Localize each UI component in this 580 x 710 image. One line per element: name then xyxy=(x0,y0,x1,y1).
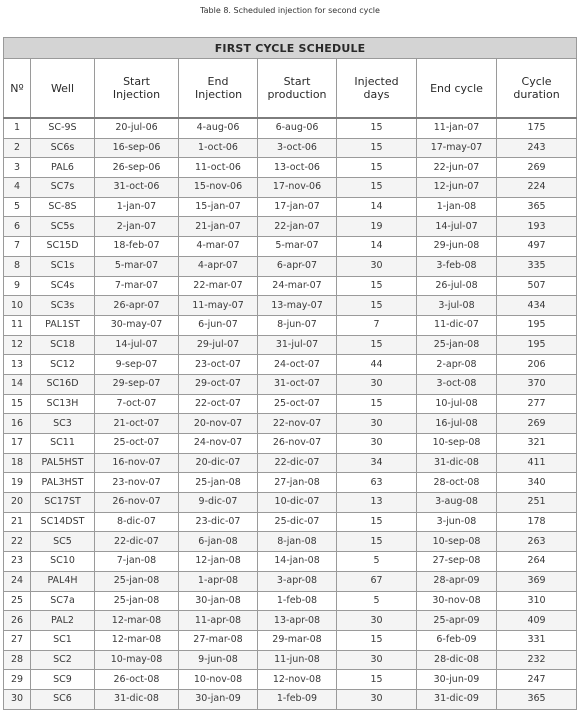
table-cell: 30 xyxy=(337,256,417,276)
table-cell: 7-mar-07 xyxy=(95,276,179,296)
table-row xyxy=(4,571,577,591)
table-cell: SC7s xyxy=(31,178,95,198)
table-row xyxy=(4,512,577,532)
table-cell: 18-feb-07 xyxy=(95,237,179,257)
table-cell: 28-dic-08 xyxy=(417,650,497,670)
table-cell: 27-mar-08 xyxy=(179,630,258,650)
table-cell: 24-nov-07 xyxy=(179,434,258,454)
table-cell: 26-nov-07 xyxy=(95,493,179,513)
table-cell: SC5s xyxy=(31,217,95,237)
table-cell: 26 xyxy=(4,611,31,631)
table-cell: 3-aug-08 xyxy=(417,493,497,513)
table-cell: 30 xyxy=(337,414,417,434)
table-cell: 8-jun-07 xyxy=(258,315,337,335)
column-header: Well xyxy=(31,59,95,119)
table-cell: 22-jun-07 xyxy=(417,158,497,178)
table-cell: PAL3HST xyxy=(31,473,95,493)
table-row xyxy=(4,611,577,631)
table-cell: 263 xyxy=(497,532,577,552)
table-cell: 23-dic-07 xyxy=(179,512,258,532)
table-cell: 14 xyxy=(4,374,31,394)
table-cell: 193 xyxy=(497,217,577,237)
table-cell: 12-mar-08 xyxy=(95,630,179,650)
table-cell: 12-jun-07 xyxy=(417,178,497,198)
table-cell: 25-jan-08 xyxy=(417,335,497,355)
table-cell: 3-feb-08 xyxy=(417,256,497,276)
table-cell: SC17ST xyxy=(31,493,95,513)
table-row xyxy=(4,335,577,355)
table-cell: 29-mar-08 xyxy=(258,630,337,650)
table-cell: SC12 xyxy=(31,355,95,375)
table-cell: 15-jan-07 xyxy=(179,197,258,217)
table-row xyxy=(4,158,577,178)
table-row xyxy=(4,650,577,670)
table-cell: SC7a xyxy=(31,591,95,611)
table-cell: 4-mar-07 xyxy=(179,237,258,257)
table-cell: 365 xyxy=(497,689,577,709)
table-row xyxy=(4,552,577,572)
column-header: Nº xyxy=(4,59,31,119)
table-cell: 30 xyxy=(337,611,417,631)
table-cell: 310 xyxy=(497,591,577,611)
table-cell: 27-sep-08 xyxy=(417,552,497,572)
table-cell: 30-jan-09 xyxy=(179,689,258,709)
table-row xyxy=(4,591,577,611)
table-cell: 7-jan-08 xyxy=(95,552,179,572)
table-cell: SC5 xyxy=(31,532,95,552)
table-cell: 30-may-07 xyxy=(95,315,179,335)
table-cell: 11-oct-06 xyxy=(179,158,258,178)
table-cell: 16-sep-06 xyxy=(95,138,179,158)
table-cell: 15 xyxy=(337,512,417,532)
table-cell: 67 xyxy=(337,571,417,591)
table-cell: 11-apr-08 xyxy=(179,611,258,631)
table-row xyxy=(4,689,577,709)
schedule-table-container xyxy=(3,37,576,710)
table-cell: 15 xyxy=(337,138,417,158)
table-cell: 31-dic-08 xyxy=(417,453,497,473)
table-cell: SC14DST xyxy=(31,512,95,532)
table-row xyxy=(4,256,577,276)
table-cell: 5-mar-07 xyxy=(95,256,179,276)
table-cell: 247 xyxy=(497,670,577,690)
table-cell: 6-feb-09 xyxy=(417,630,497,650)
table-cell: 8-dic-07 xyxy=(95,512,179,532)
table-cell: SC15D xyxy=(31,237,95,257)
table-cell: 20-nov-07 xyxy=(179,414,258,434)
table-cell: 10-sep-08 xyxy=(417,434,497,454)
table-cell: 15 xyxy=(337,276,417,296)
table-cell: 24-mar-07 xyxy=(258,276,337,296)
table-cell: 9-jun-08 xyxy=(179,650,258,670)
table-cell: 6-jun-07 xyxy=(179,315,258,335)
table-cell: 507 xyxy=(497,276,577,296)
table-cell: 22-nov-07 xyxy=(258,414,337,434)
table-cell: SC4s xyxy=(31,276,95,296)
table-cell: 27-jan-08 xyxy=(258,473,337,493)
table-cell: SC-8S xyxy=(31,197,95,217)
table-cell: 15 xyxy=(337,532,417,552)
table-title: FIRST CYCLE SCHEDULE xyxy=(4,38,577,59)
table-cell: 269 xyxy=(497,414,577,434)
table-row xyxy=(4,217,577,237)
table-cell: 24 xyxy=(4,571,31,591)
table-cell: 10-sep-08 xyxy=(417,532,497,552)
table-row xyxy=(4,414,577,434)
table-cell: 2-jan-07 xyxy=(95,217,179,237)
table-cell: 21 xyxy=(4,512,31,532)
table-cell: 10-nov-08 xyxy=(179,670,258,690)
table-cell: 19 xyxy=(337,217,417,237)
table-cell: 2 xyxy=(4,138,31,158)
table-row xyxy=(4,670,577,690)
table-cell: 497 xyxy=(497,237,577,257)
table-cell: 13 xyxy=(4,355,31,375)
table-cell: 5-mar-07 xyxy=(258,237,337,257)
table-cell: 25-oct-07 xyxy=(95,434,179,454)
table-cell: 15 xyxy=(4,394,31,414)
table-cell: 15-nov-06 xyxy=(179,178,258,198)
table-row xyxy=(4,138,577,158)
table-cell: 30-jan-08 xyxy=(179,591,258,611)
column-header: End cycle xyxy=(417,59,497,119)
table-cell: 365 xyxy=(497,197,577,217)
table-cell: 251 xyxy=(497,493,577,513)
table-row xyxy=(4,374,577,394)
table-cell: 2-apr-08 xyxy=(417,355,497,375)
table-cell: 26-apr-07 xyxy=(95,296,179,316)
column-header: Start production xyxy=(258,59,337,119)
table-cell: 29-sep-07 xyxy=(95,374,179,394)
table-cell: 5 xyxy=(337,591,417,611)
table-cell: 44 xyxy=(337,355,417,375)
table-cell: 14 xyxy=(337,197,417,217)
table-cell: 1-feb-08 xyxy=(258,591,337,611)
table-cell: 20 xyxy=(4,493,31,513)
table-cell: 19 xyxy=(4,473,31,493)
table-cell: SC1s xyxy=(31,256,95,276)
column-header: End Injection xyxy=(179,59,258,119)
table-cell: PAL1ST xyxy=(31,315,95,335)
table-cell: SC11 xyxy=(31,434,95,454)
table-cell: 3-oct-08 xyxy=(417,374,497,394)
table-cell: 13 xyxy=(337,493,417,513)
table-row xyxy=(4,355,577,375)
table-cell: 277 xyxy=(497,394,577,414)
table-cell: 28-apr-09 xyxy=(417,571,497,591)
schedule-table xyxy=(3,37,577,710)
table-cell: 4 xyxy=(4,178,31,198)
table-cell: 8-jan-08 xyxy=(258,532,337,552)
table-cell: 8 xyxy=(4,256,31,276)
table-cell: 15 xyxy=(337,335,417,355)
table-cell: 21-oct-07 xyxy=(95,414,179,434)
header-row xyxy=(4,59,577,119)
table-cell: 175 xyxy=(497,118,577,138)
table-row xyxy=(4,276,577,296)
table-cell: 13-oct-06 xyxy=(258,158,337,178)
table-cell: 224 xyxy=(497,178,577,198)
table-cell: 12-jan-08 xyxy=(179,552,258,572)
table-cell: 27 xyxy=(4,630,31,650)
table-cell: 6-jan-08 xyxy=(179,532,258,552)
table-cell: 14 xyxy=(337,237,417,257)
table-cell: SC13H xyxy=(31,394,95,414)
table-cell: 11-jan-07 xyxy=(417,118,497,138)
table-cell: 9-sep-07 xyxy=(95,355,179,375)
table-row xyxy=(4,394,577,414)
table-cell: 13-may-07 xyxy=(258,296,337,316)
table-cell: SC2 xyxy=(31,650,95,670)
table-cell: SC18 xyxy=(31,335,95,355)
table-cell: 10-jul-08 xyxy=(417,394,497,414)
table-cell: 30-nov-08 xyxy=(417,591,497,611)
table-cell: 15 xyxy=(337,158,417,178)
table-cell: 7-oct-07 xyxy=(95,394,179,414)
table-cell: 1 xyxy=(4,118,31,138)
table-cell: 31-jul-07 xyxy=(258,335,337,355)
table-cell: 63 xyxy=(337,473,417,493)
table-cell: 29 xyxy=(4,670,31,690)
table-cell: 5 xyxy=(337,552,417,572)
table-cell: 12-nov-08 xyxy=(258,670,337,690)
table-cell: 17 xyxy=(4,434,31,454)
table-cell: 22-oct-07 xyxy=(179,394,258,414)
table-cell: 11-dic-07 xyxy=(417,315,497,335)
table-row xyxy=(4,532,577,552)
table-row xyxy=(4,197,577,217)
table-cell: SC10 xyxy=(31,552,95,572)
table-cell: 12 xyxy=(4,335,31,355)
table-cell: 30-jun-09 xyxy=(417,670,497,690)
table-cell: 29-jul-07 xyxy=(179,335,258,355)
table-cell: 232 xyxy=(497,650,577,670)
table-cell: 25-apr-09 xyxy=(417,611,497,631)
table-cell: 25-jan-08 xyxy=(179,473,258,493)
table-cell: 17-nov-06 xyxy=(258,178,337,198)
table-cell: 29-oct-07 xyxy=(179,374,258,394)
table-cell: 10 xyxy=(4,296,31,316)
table-cell: 21-jan-07 xyxy=(179,217,258,237)
table-cell: 17-jan-07 xyxy=(258,197,337,217)
table-cell: 15 xyxy=(337,296,417,316)
table-cell: 16 xyxy=(4,414,31,434)
table-cell: SC3s xyxy=(31,296,95,316)
table-cell: 340 xyxy=(497,473,577,493)
table-cell: 15 xyxy=(337,630,417,650)
table-cell: 369 xyxy=(497,571,577,591)
table-cell: 28-oct-08 xyxy=(417,473,497,493)
table-cell: 7 xyxy=(4,237,31,257)
table-cell: 25-dic-07 xyxy=(258,512,337,532)
table-cell: 30 xyxy=(337,374,417,394)
table-cell: 3-apr-08 xyxy=(258,571,337,591)
column-header: Cycle duration xyxy=(497,59,577,119)
table-cell: 4-apr-07 xyxy=(179,256,258,276)
table-cell: 12-mar-08 xyxy=(95,611,179,631)
table-cell: 30 xyxy=(337,689,417,709)
table-cell: 30 xyxy=(337,650,417,670)
table-cell: SC-9S xyxy=(31,118,95,138)
table-cell: 16-nov-07 xyxy=(95,453,179,473)
table-cell: 11-jun-08 xyxy=(258,650,337,670)
table-cell: 15 xyxy=(337,178,417,198)
table-cell: 10-may-08 xyxy=(95,650,179,670)
table-cell: 26-sep-06 xyxy=(95,158,179,178)
table-cell: 22-mar-07 xyxy=(179,276,258,296)
table-cell: 23-oct-07 xyxy=(179,355,258,375)
table-row xyxy=(4,118,577,138)
table-cell: PAL6 xyxy=(31,158,95,178)
table-cell: 1-jan-07 xyxy=(95,197,179,217)
table-cell: 3-jul-08 xyxy=(417,296,497,316)
table-cell: 1-apr-08 xyxy=(179,571,258,591)
table-cell: 6-aug-06 xyxy=(258,118,337,138)
table-cell: PAL2 xyxy=(31,611,95,631)
table-cell: 1-feb-09 xyxy=(258,689,337,709)
table-cell: 15 xyxy=(337,394,417,414)
table-row xyxy=(4,453,577,473)
column-header: Injected days xyxy=(337,59,417,119)
table-cell: 6 xyxy=(4,217,31,237)
table-body xyxy=(4,118,577,709)
column-header: Start Injection xyxy=(95,59,179,119)
table-row xyxy=(4,296,577,316)
table-cell: 14-jan-08 xyxy=(258,552,337,572)
table-cell: 335 xyxy=(497,256,577,276)
table-cell: 23-nov-07 xyxy=(95,473,179,493)
table-cell: 243 xyxy=(497,138,577,158)
table-cell: 26-oct-08 xyxy=(95,670,179,690)
table-cell: 17-may-07 xyxy=(417,138,497,158)
table-cell: 25-jan-08 xyxy=(95,571,179,591)
table-cell: 14-jul-07 xyxy=(95,335,179,355)
table-cell: 4-aug-06 xyxy=(179,118,258,138)
table-cell: PAL4H xyxy=(31,571,95,591)
table-cell: 31-oct-06 xyxy=(95,178,179,198)
table-row xyxy=(4,493,577,513)
table-cell: 409 xyxy=(497,611,577,631)
table-cell: 14-jul-07 xyxy=(417,217,497,237)
table-row xyxy=(4,178,577,198)
table-cell: 3-oct-06 xyxy=(258,138,337,158)
table-cell: 15 xyxy=(337,118,417,138)
table-cell: 30 xyxy=(337,434,417,454)
table-cell: 10-dic-07 xyxy=(258,493,337,513)
table-cell: 6-apr-07 xyxy=(258,256,337,276)
table-cell: 22-dic-07 xyxy=(95,532,179,552)
table-cell: 25 xyxy=(4,591,31,611)
table-cell: 26-jul-08 xyxy=(417,276,497,296)
table-row xyxy=(4,315,577,335)
table-row xyxy=(4,237,577,257)
table-cell: SC6s xyxy=(31,138,95,158)
table-cell: 331 xyxy=(497,630,577,650)
table-cell: 3 xyxy=(4,158,31,178)
table-cell: 31-oct-07 xyxy=(258,374,337,394)
table-cell: 23 xyxy=(4,552,31,572)
table-cell: 34 xyxy=(337,453,417,473)
table-cell: 25-oct-07 xyxy=(258,394,337,414)
table-cell: 15 xyxy=(337,670,417,690)
table-cell: 178 xyxy=(497,512,577,532)
table-cell: 24-oct-07 xyxy=(258,355,337,375)
table-cell: 264 xyxy=(497,552,577,572)
table-cell: 1-oct-06 xyxy=(179,138,258,158)
table-cell: 269 xyxy=(497,158,577,178)
table-cell: 434 xyxy=(497,296,577,316)
table-cell: 7 xyxy=(337,315,417,335)
table-cell: 11 xyxy=(4,315,31,335)
table-cell: SC9 xyxy=(31,670,95,690)
table-cell: 22-dic-07 xyxy=(258,453,337,473)
table-cell: 22 xyxy=(4,532,31,552)
table-cell: 370 xyxy=(497,374,577,394)
table-cell: 18 xyxy=(4,453,31,473)
table-cell: 26-nov-07 xyxy=(258,434,337,454)
table-row xyxy=(4,630,577,650)
table-cell: 22-jan-07 xyxy=(258,217,337,237)
table-cell: 9-dic-07 xyxy=(179,493,258,513)
table-cell: 20-jul-06 xyxy=(95,118,179,138)
table-cell: SC6 xyxy=(31,689,95,709)
table-cell: 1-jan-08 xyxy=(417,197,497,217)
table-cell: 5 xyxy=(4,197,31,217)
table-cell: 195 xyxy=(497,315,577,335)
table-cell: PAL5HST xyxy=(31,453,95,473)
table-cell: 20-dic-07 xyxy=(179,453,258,473)
table-cell: 16-jul-08 xyxy=(417,414,497,434)
table-cell: 13-apr-08 xyxy=(258,611,337,631)
table-row xyxy=(4,434,577,454)
table-cell: 25-jan-08 xyxy=(95,591,179,611)
table-cell: 195 xyxy=(497,335,577,355)
table-cell: SC1 xyxy=(31,630,95,650)
table-cell: 9 xyxy=(4,276,31,296)
table-cell: 321 xyxy=(497,434,577,454)
table-caption: Table 8. Scheduled injection for second cycle xyxy=(200,6,380,15)
table-cell: 11-may-07 xyxy=(179,296,258,316)
table-cell: SC3 xyxy=(31,414,95,434)
table-cell: 30 xyxy=(4,689,31,709)
table-cell: 3-jun-08 xyxy=(417,512,497,532)
table-cell: SC16D xyxy=(31,374,95,394)
table-cell: 31-dic-08 xyxy=(95,689,179,709)
table-cell: 28 xyxy=(4,650,31,670)
table-row xyxy=(4,473,577,493)
table-cell: 411 xyxy=(497,453,577,473)
table-cell: 29-jun-08 xyxy=(417,237,497,257)
table-cell: 31-dic-09 xyxy=(417,689,497,709)
table-cell: 206 xyxy=(497,355,577,375)
